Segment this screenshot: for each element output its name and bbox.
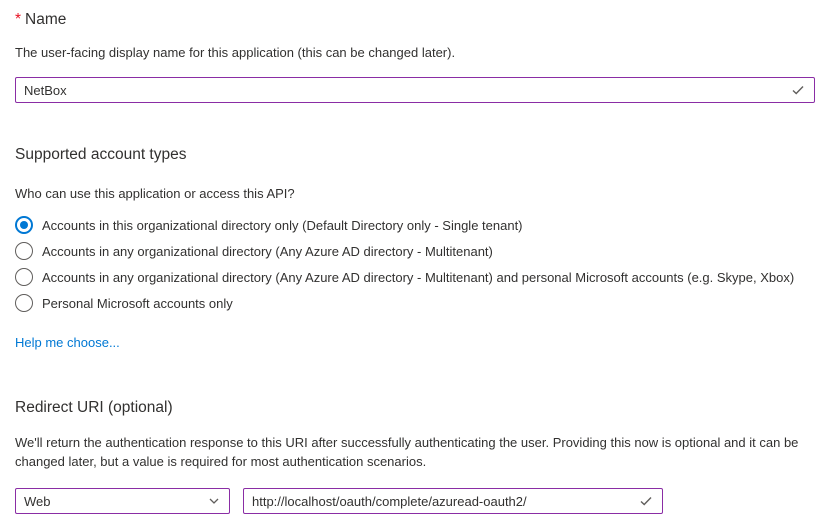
valid-checkmark-icon <box>638 493 654 509</box>
redirect-uri-section <box>15 398 815 514</box>
platform-select[interactable] <box>15 488 230 514</box>
redirect-uri-row <box>15 488 815 514</box>
name-section-heading <box>15 10 815 30</box>
radio-button-icon[interactable] <box>15 268 33 286</box>
help-me-choose-link[interactable]: Help me choose... <box>15 335 120 350</box>
account-type-option-label: Accounts in this organizational directory only (Default Directory only - Single tenant) <box>42 217 523 233</box>
name-input-wrapper <box>15 77 815 103</box>
account-type-option[interactable] <box>15 290 815 316</box>
account-type-options <box>15 212 815 316</box>
redirect-uri-heading: Redirect URI (optional) <box>15 399 173 416</box>
account-type-option-label: Accounts in any organizational directory (Any Azure AD directory - Multitenant) and personal Microsoft accounts (e.g. Skype, Xbox) <box>42 269 795 285</box>
valid-checkmark-icon <box>790 82 806 98</box>
account-types-question: Who can use this application or access this API? <box>15 186 295 201</box>
chevron-down-icon <box>207 494 221 508</box>
required-asterisk: * <box>15 11 22 28</box>
name-description: The user-facing display name for this application (this can be changed later). <box>15 45 456 60</box>
radio-button-icon[interactable] <box>15 294 33 312</box>
account-type-option[interactable] <box>15 238 815 264</box>
radio-button-icon[interactable] <box>15 242 33 260</box>
account-types-section <box>15 145 815 352</box>
account-type-option[interactable] <box>15 212 815 238</box>
account-type-option[interactable] <box>15 264 815 290</box>
name-input[interactable] <box>16 78 790 102</box>
platform-select-value: Web <box>24 493 51 509</box>
account-type-option-label: Personal Microsoft accounts only <box>42 295 233 311</box>
radio-button-icon[interactable] <box>15 216 33 234</box>
redirect-uri-input[interactable] <box>244 489 638 513</box>
account-type-option-label: Accounts in any organizational directory (Any Azure AD directory - Multitenant) <box>42 243 493 259</box>
name-label: Name <box>25 11 67 28</box>
redirect-uri-description: We'll return the authentication response to this URI after successfully authenticating the user. Providing this now is optional and it can be changed later, but a value is required for most authentication scenarios. <box>15 435 799 469</box>
redirect-uri-input-wrapper <box>243 488 663 514</box>
account-types-heading: Supported account types <box>15 146 187 163</box>
